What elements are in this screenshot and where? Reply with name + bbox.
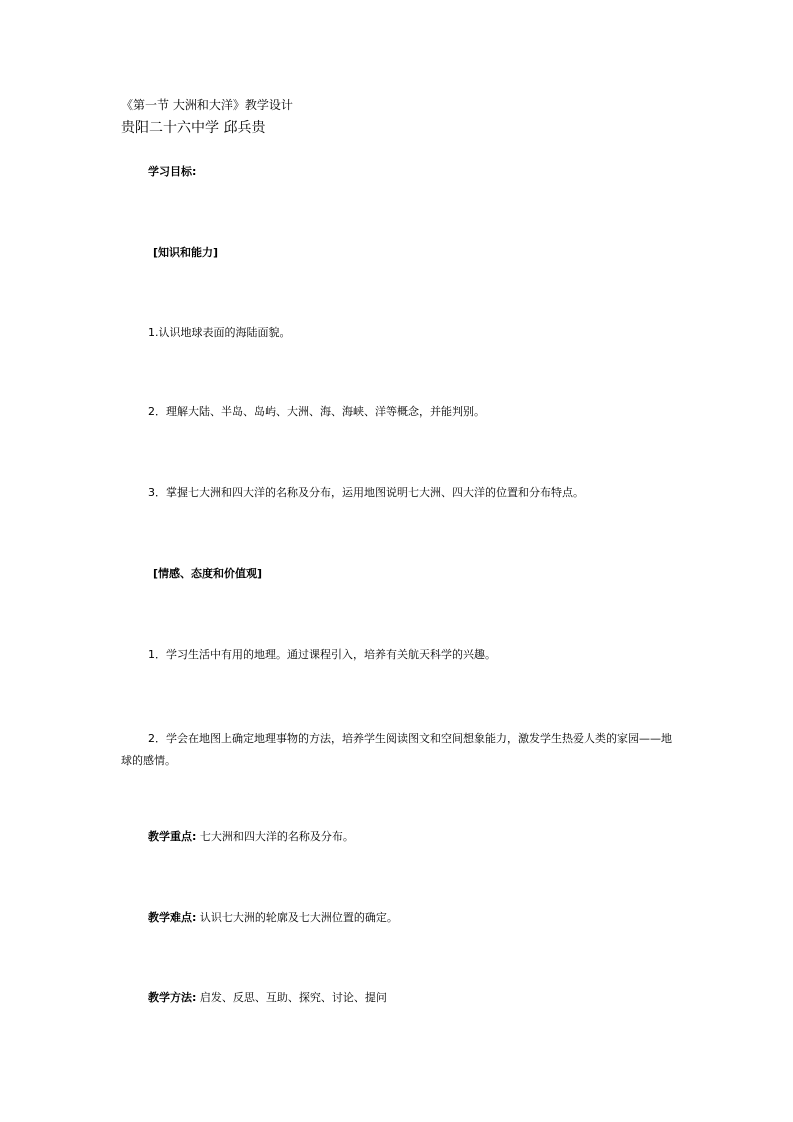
difficult-point-text: 认识七大洲的轮廓及七大洲位置的确定。 (196, 911, 398, 924)
difficult-point-label: 教学难点: (148, 911, 197, 924)
knowledge-heading: [知识和能力] (153, 246, 219, 259)
key-point-label: 教学重点: (148, 830, 197, 843)
key-point-text: 七大洲和四大洋的名称及分布。 (196, 830, 354, 843)
knowledge-item-3: 3．掌握七大洲和四大洋的名称及分布，运用地图说明七大洲、四大洋的位置和分布特点。 (148, 486, 584, 499)
document-title: 《第一节 大洲和大洋》教学设计 (121, 98, 293, 112)
difficult-point (148, 912, 398, 923)
key-point (148, 831, 354, 842)
emotion-heading: [情感、态度和价值观] (153, 567, 263, 580)
teaching-method-text: 启发、反思、互助、探究、讨论、提问 (196, 991, 387, 1004)
goals-heading: 学习目标: (148, 165, 197, 178)
knowledge-item-2: 2．理解大陆、半岛、岛屿、大洲、海、海峡、洋等概念，并能判别。 (148, 405, 485, 418)
document-author: 贵阳二十六中学 邱兵贵 (121, 120, 266, 136)
knowledge-item-1: 1.认识地球表面的海陆面貌。 (148, 326, 291, 339)
teaching-method (148, 992, 387, 1003)
emotion-item-1: 1．学习生活中有用的地理。通过课程引入，培养有关航天科学的兴趣。 (148, 648, 496, 661)
teaching-method-label: 教学方法: (148, 991, 197, 1004)
emotion-item-2: 2．学会在地图上确定地理事物的方法，培养学生阅读图文和空间想象能力，激发学生热爱人类的家园——地球的感情。 (121, 732, 672, 767)
